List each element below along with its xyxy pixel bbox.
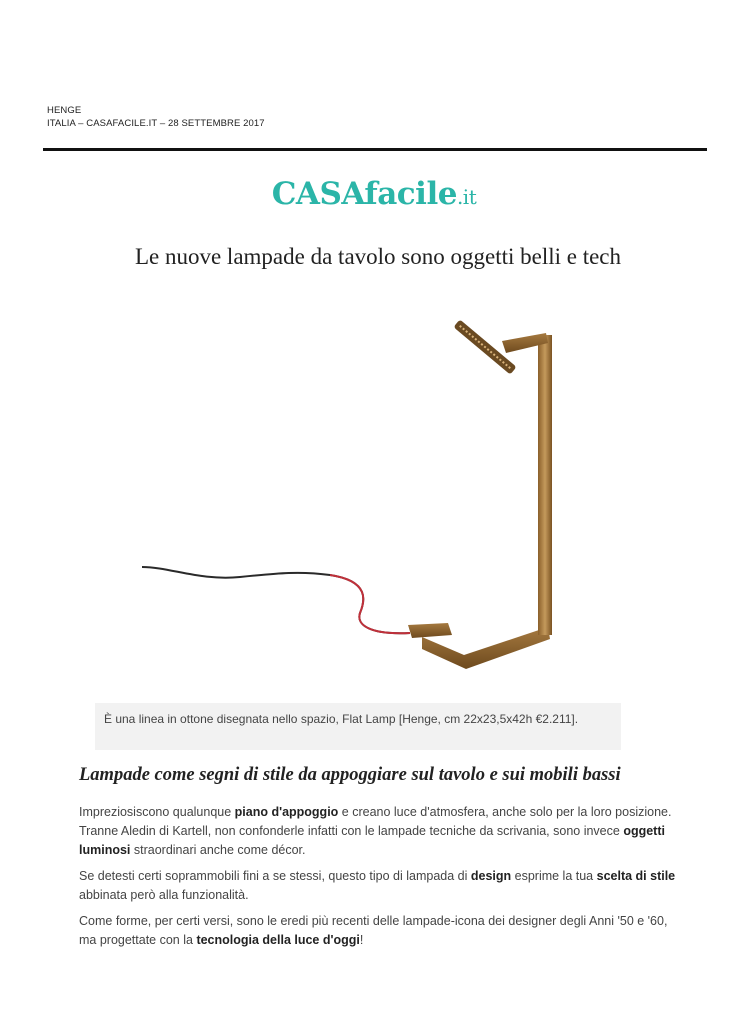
logo-name: CASAfacile (271, 176, 457, 212)
caption-box (95, 703, 621, 750)
paragraph-3: Come forme, per certi versi, sono le eredi più recenti delle lampade-icona dei designer degli Anni '50 e '60, ma progettate con la tecnologia della luce d'oggi! (79, 914, 668, 947)
press-header (47, 104, 265, 130)
lamp-photo (130, 305, 600, 685)
lamp-cable (142, 567, 410, 633)
lamp-base-switch (408, 623, 452, 638)
article-subheading: Lampade come segni di stile da appoggiare sul tavolo e sui mobili bassi (79, 765, 621, 785)
lamp-stem (538, 335, 552, 635)
logo-tld: .it (456, 185, 477, 209)
source-line: ITALIA – CASAFACILE.IT – 28 SETTEMBRE 2017 (47, 118, 265, 129)
casafacile-logo (0, 176, 748, 212)
article-headline: Le nuove lampade da tavolo sono oggetti belli e tech (134, 244, 622, 269)
brand-name: HENGE (47, 105, 82, 116)
header-divider (43, 148, 707, 151)
paragraph-1: Impreziosiscono qualunque piano d'appoggio e creano luce d'atmosfera, anche solo per la loro posizione. Tranne Aledin di Kartell, non confonderle infatti con le lampade tecniche da scrivania, sono invece oggetti luminosi straordinari anche come décor. (79, 805, 672, 857)
paragraph-2: Se detesti certi soprammobili fini a se stessi, questo tipo di lampada di design esprime la tua scelta di stile abbinata però alla funzionalità. (79, 869, 676, 902)
image-caption: È una linea in ottone disegnata nello spazio, Flat Lamp [Henge, cm 22x23,5x42h €2.211]. (104, 712, 579, 726)
